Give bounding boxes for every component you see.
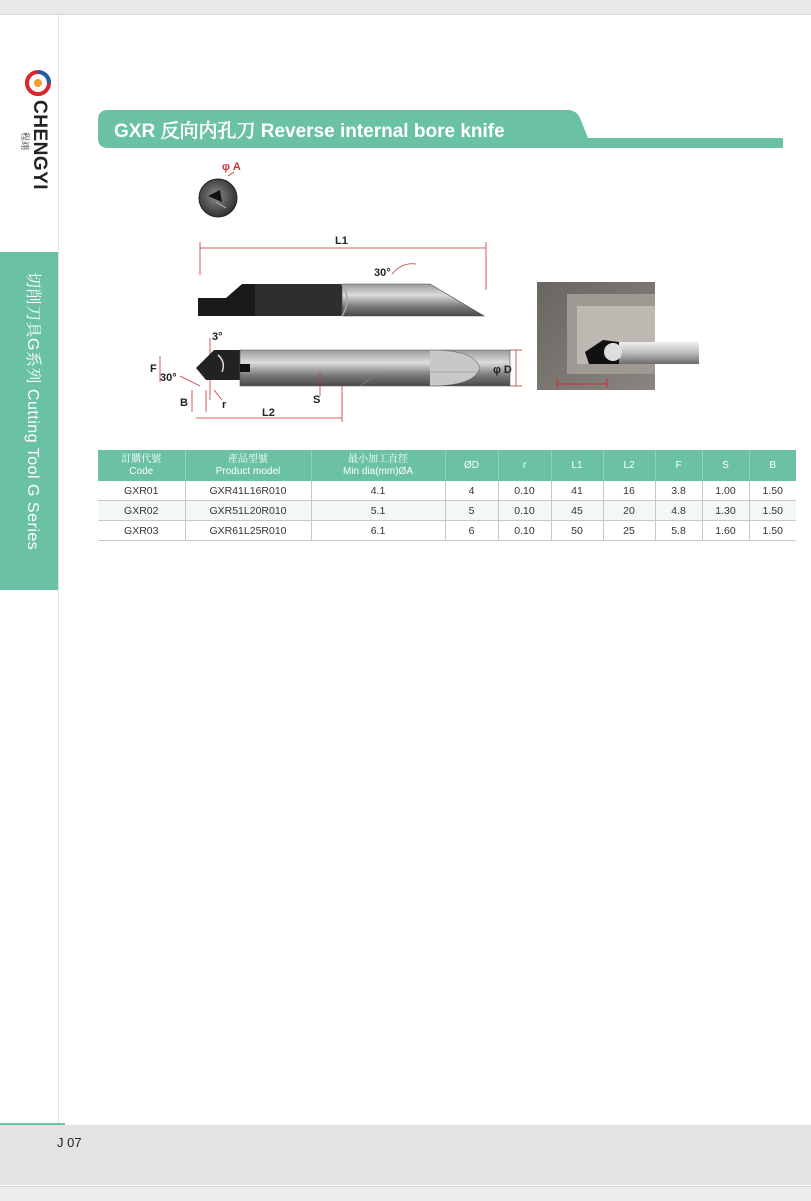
brand-logo — [20, 100, 52, 220]
cell-l1: 50 — [551, 521, 603, 541]
top-view — [198, 235, 486, 316]
cell-l1: 45 — [551, 501, 603, 521]
table-row — [98, 481, 796, 501]
header-product-model: 產品型號 Product model — [185, 450, 311, 481]
cell-l2: 25 — [603, 521, 655, 541]
header-od: ØD — [445, 450, 498, 481]
table-header-row — [98, 450, 796, 481]
label-l1: L1 — [335, 235, 348, 247]
label-angle-3: 3° — [212, 331, 223, 343]
cell-b: 1.50 — [749, 521, 796, 541]
bottom-strip — [0, 1186, 811, 1201]
application-photo — [537, 282, 699, 390]
label-angle-30-side: 30° — [160, 372, 177, 384]
header-r: r — [498, 450, 551, 481]
side-view — [150, 331, 522, 422]
cell-min-dia: 5.1 — [311, 501, 445, 521]
header-l2: L2 — [603, 450, 655, 481]
cell-od: 6 — [445, 521, 498, 541]
cell-s: 1.30 — [702, 501, 749, 521]
page-number: J 07 — [57, 1135, 82, 1150]
label-phi-d: φ D — [493, 364, 512, 376]
cell-s: 1.00 — [702, 481, 749, 501]
spec-table — [98, 450, 796, 541]
header-code: 訂購代號 Code — [98, 450, 185, 481]
cell-code: GXR02 — [98, 501, 185, 521]
label-r: r — [222, 399, 227, 411]
cell-r: 0.10 — [498, 501, 551, 521]
header-b: B — [749, 450, 796, 481]
label-angle-30-top: 30° — [374, 267, 391, 279]
cell-l2: 16 — [603, 481, 655, 501]
header-min-dia: 最小加工直徑 Min dia(mm)ØA — [311, 450, 445, 481]
cell-product-model: GXR41L16R010 — [185, 481, 311, 501]
brand-name: CHENGYI — [29, 100, 50, 191]
label-b: B — [180, 397, 188, 409]
series-label: 切削刀具G系列 Cutting Tool G Series — [24, 272, 41, 551]
label-f: F — [150, 363, 157, 375]
cell-b: 1.50 — [749, 481, 796, 501]
series-tab — [0, 252, 58, 590]
label-phi-a: φ A — [222, 161, 241, 173]
header-l1: L1 — [551, 450, 603, 481]
section-title-bar — [98, 108, 783, 150]
table-row — [98, 521, 796, 541]
cell-min-dia: 4.1 — [311, 481, 445, 501]
cell-r: 0.10 — [498, 481, 551, 501]
cell-r: 0.10 — [498, 521, 551, 541]
end-view — [199, 179, 237, 217]
label-l2: L2 — [262, 407, 275, 419]
brand-logo-icon — [25, 70, 51, 96]
cell-f: 5.8 — [655, 521, 702, 541]
cell-code: GXR01 — [98, 481, 185, 501]
header-s: S — [702, 450, 749, 481]
table-row — [98, 501, 796, 521]
cell-f: 3.8 — [655, 481, 702, 501]
page-title: GXR 反向内孔刀 Reverse internal bore knife — [114, 121, 505, 142]
cell-min-dia: 6.1 — [311, 521, 445, 541]
cell-l2: 20 — [603, 501, 655, 521]
top-strip — [0, 0, 811, 15]
cell-product-model: GXR51L20R010 — [185, 501, 311, 521]
footer-bar — [0, 1125, 811, 1185]
cell-od: 5 — [445, 501, 498, 521]
cell-b: 1.50 — [749, 501, 796, 521]
brand-sub: 程翊 — [20, 132, 30, 151]
header-f: F — [655, 450, 702, 481]
cell-l1: 41 — [551, 481, 603, 501]
cell-code: GXR03 — [98, 521, 185, 541]
cell-product-model: GXR61L25R010 — [185, 521, 311, 541]
label-s: S — [313, 394, 321, 406]
tool-technical-drawing — [130, 150, 550, 435]
cell-od: 4 — [445, 481, 498, 501]
cell-f: 4.8 — [655, 501, 702, 521]
cell-s: 1.60 — [702, 521, 749, 541]
